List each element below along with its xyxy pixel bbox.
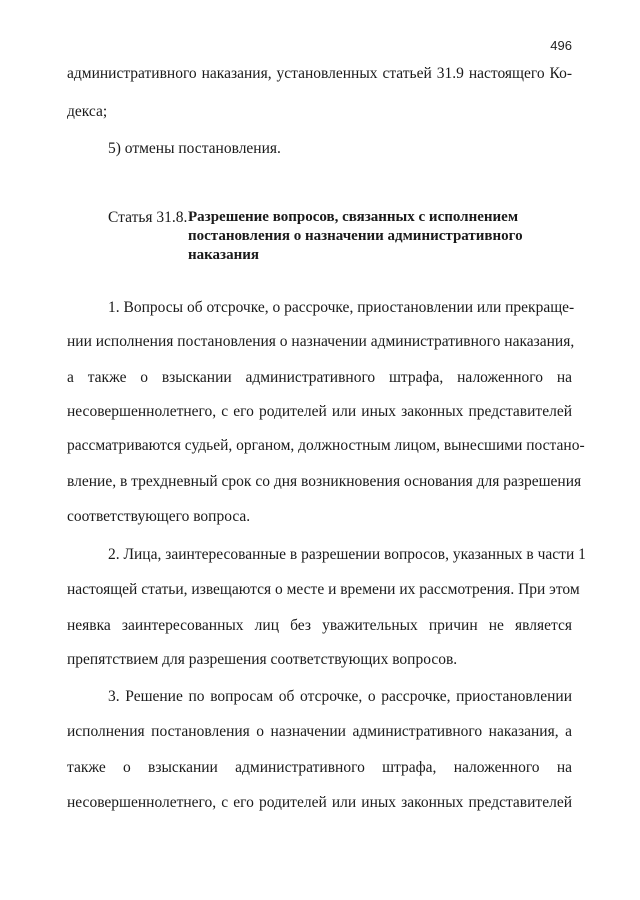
paragraph-3-line: 3. Решение по вопросам об отсрочке, о рассрочке, приостановлении (108, 688, 572, 705)
paragraph-1-line: соответствующего вопроса. (67, 508, 251, 525)
paragraph-2-line: настоящей статьи, извещаются о месте и времени их рассмотрения. При этом (67, 581, 580, 598)
paragraph-1-line: несовершеннолетнего, с его родителей или иных законных представителей (67, 403, 572, 420)
article-number: Статья 31.8. (108, 209, 188, 226)
article-title-line: Разрешение вопросов, связанных с исполнением (188, 209, 519, 225)
article-title-line: наказания (188, 247, 259, 263)
article-title (188, 208, 578, 265)
paragraph-1-line: вление, в трехдневный срок со дня возникновения основания для разрешения (67, 473, 582, 490)
article-title-line: постановления о назначении административного (188, 228, 523, 244)
paragraph-1-line: 1. Вопросы об отсрочке, о рассрочке, приостановлении или прекраще- (108, 299, 575, 316)
text-line: административного наказания, установленных статьей 31.9 настоящего Ко- (67, 65, 572, 82)
paragraph-2-line: неявка заинтересованных лиц без уважительных причин не является (67, 617, 572, 634)
paragraph-1-line: рассматриваются судьей, органом, должностным лицом, вынесшими постано- (67, 437, 585, 454)
text-line: декса; (67, 103, 108, 120)
paragraph-1-line: нии исполнения постановления о назначении административного наказания, (67, 333, 575, 350)
paragraph-3-line: также о взыскании административного штрафа, наложенного на (67, 759, 572, 776)
paragraph-2-line: 2. Лица, заинтересованные в разрешении вопросов, указанных в части 1 (108, 546, 586, 563)
list-item: 5) отмены постановления. (108, 140, 281, 157)
page-number: 496 (550, 38, 572, 53)
paragraph-3-line: исполнения постановления о назначении административного наказания, а (67, 723, 572, 740)
paragraph-2-line: препятствием для разрешения соответствующих вопросов. (67, 651, 458, 668)
paragraph-1-line: а также о взыскании административного штрафа, наложенного на (67, 369, 572, 386)
paragraph-3-line: несовершеннолетнего, с его родителей или иных законных представителей (67, 794, 572, 811)
